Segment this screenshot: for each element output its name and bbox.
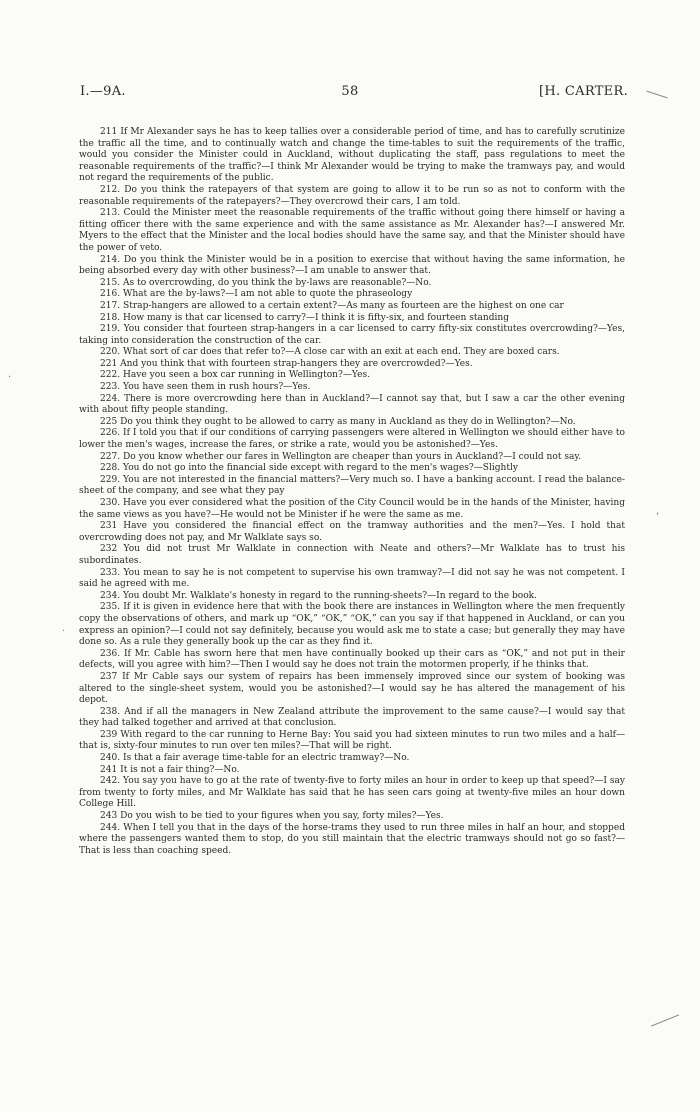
question-answer-paragraph: 218. How many is that car licensed to carry?—I think it is fifty-six, and fourteen standing — [100, 312, 510, 323]
question-answer-paragraph: 233. You mean to say he is not competent to supervise his own tramway?—I did not say he was not competent. I said he agreed with me. — [79, 567, 625, 590]
page-number: 58 — [341, 84, 359, 99]
question-answer-paragraph: 215. As to overcrowding, do you think the by-laws are reasonable?—No. — [100, 277, 432, 288]
question-answer-paragraph: 242. You say you have to go at the rate of twenty-five to forty miles an hour in order to keep up that speed?—I say from twenty to forty miles, and Mr Walklate has said that he has seen cars going at twenty-five miles an hour down College Hill. — [79, 776, 625, 810]
question-answer-paragraph: 217. Strap-hangers are allowed to a certain extent?—As many as fourteen are the highest on one car — [100, 300, 564, 311]
question-answer-paragraph: 213. Could the Minister meet the reasonable requirements of the traffic without going there himself or having a fitting officer there with the same experience and with the same assistance as Mr. Alexander has?—I answered Mr. Myers to the effect that the Minister and the local bodies should have the same say, and that the Minister should have the power of veto. — [79, 208, 625, 253]
witness-name: [H. CARTER. — [539, 84, 628, 99]
evidence-text — [79, 127, 625, 857]
margin-mark-top — [646, 91, 667, 99]
question-answer-paragraph: 220. What sort of car does that refer to?—A close car with an exit at each end. They are boxed cars. — [100, 347, 560, 358]
question-answer-paragraph: 237 If Mr Cable says our system of repairs has been immensely improved since our system of booking was altered to the single-sheet system, would you be astonished?—I would say he has altered the management of his depot. — [79, 671, 625, 706]
question-answer-paragraph: 241 It is not a fair thing?—No. — [100, 764, 240, 775]
question-answer-paragraph: 211 If Mr Alexander says he has to keep tallies over a considerable period of time, and has to carefully scrutinize the traffic all the time, and to continually watch and change the time-tables to suit the requirements of the traffic, would you consider the Minister could in Auckland, without duplicating the staff, pass regulations to meet the reasonable requirements of the traffic?—I think Mr Alexander would be trying to make the tramways pay, and would not regard the requirements of the public. — [79, 127, 625, 184]
margin-mark-bottom-right — [651, 1014, 679, 1026]
question-answer-paragraph: 212. Do you think the ratepayers of that system are going to allow it to be run so as not to conform with the reasonable requirements of the ratepayers?—They overcrowd their cars, I am told. — [79, 184, 625, 207]
question-answer-paragraph: 232 You did not trust Mr Walklate in connection with Neate and others?—Mr Walklate has to trust his subordinates. — [79, 544, 625, 566]
question-answer-paragraph: 216. What are the by-laws?—I am not able to quote the phraseology — [100, 289, 413, 300]
margin-mark-left: · — [8, 372, 12, 383]
margin-mark-right: , — [656, 506, 660, 517]
question-answer-paragraph: 235. If it is given in evidence here that with the book there are instances in Wellington where the men frequently copy the observations of others, and mark up “OK,” “OK,” “OK,” can you say if that happened in Auckland, or can you express an opinion?—I could not say definitely, because you would ask me to state a case; but generally they may have done so. As a rule they generally book up the car as they find it. — [79, 602, 625, 648]
question-answer-paragraph: 229. You are not interested in the financial matters?—Very much so. I have a banking account. I read the balance-sheet of the company, and see what they pay — [79, 474, 625, 497]
question-answer-paragraph: 214. Do you think the Minister would be in a position to exercise that without having the same information, he being absorbed every day with other business?—I am unable to answer that. — [79, 254, 625, 277]
question-answer-paragraph: 225 Do you think they ought to be allowed to carry as many in Auckland as they do in Wellington?—No. — [100, 416, 576, 427]
question-answer-paragraph: 244. When I tell you that in the days of the horse-trams they used to run three miles in half an hour, and stopped where the passengers wanted them to stop, do you still maintain that the electric tramways should not go so fast?—That is less than coaching speed. — [79, 822, 625, 856]
question-answer-paragraph: 238. And if all the managers in New Zealand attribute the improvement to the same cause?—I would say that they had talked together and arrived at that conclusion. — [79, 706, 625, 729]
question-answer-paragraph: 227. Do you know whether our fares in Wellington are cheaper than yours in Auckland?—I could not say. — [100, 451, 582, 462]
question-answer-paragraph: 234. You doubt Mr. Walklate's honesty in regard to the running-sheets?—In regard to the book. — [100, 590, 537, 601]
question-answer-paragraph: 243 Do you wish to be tied to your figures when you say, forty miles?—Yes. — [100, 811, 444, 822]
question-answer-paragraph: 239 With regard to the car running to Herne Bay: You said you had sixteen minutes to run two miles and a half—that is, sixty-four minutes to run over ten miles?—That will be right. — [79, 729, 625, 752]
question-answer-paragraph: 221 And you think that with fourteen strap-hangers they are overcrowded?—Yes. — [100, 358, 473, 369]
page-header — [80, 84, 628, 102]
question-answer-paragraph: 223. You have seen them in rush hours?—Yes. — [100, 382, 311, 393]
question-answer-paragraph: 219. You consider that fourteen strap-hangers in a car licensed to carry fifty-six constitutes overcrowding?—Yes, taking into consideration the construction of the car. — [79, 324, 625, 346]
question-answer-paragraph: 240. Is that a fair average time-table for an electric tramway?—No. — [100, 753, 410, 764]
question-answer-paragraph: 230. Have you ever considered what the position of the City Council would be in the hands of the Minister, having the same views as you have?—He would not be Minister if he were the same as me. — [79, 498, 625, 520]
question-answer-paragraph: 222. Have you seen a box car running in Wellington?—Yes. — [100, 370, 370, 381]
question-answer-paragraph: 236. If Mr. Cable has sworn here that men have continually booked up their cars as “OK,” and not put in their defects, will you agree with him?—Then I would say he does not train the motormen properly, if he thinks that. — [79, 648, 625, 671]
margin-mark-left-lower: · — [62, 626, 66, 637]
question-answer-paragraph: 224. There is more overcrowding here than in Auckland?—I cannot say that, but I saw a car the other evening with about fifty people standing. — [79, 393, 625, 416]
question-answer-paragraph: 226. If I told you that if our conditions of carrying passengers were altered in Wellington we should either have to lower the men's wages, increase the fares, or strike a rate, would you be astonished?—Yes. — [79, 428, 625, 451]
question-answer-paragraph: 228. You do not go into the financial side except with regard to the men's wages?—Slightly — [100, 463, 518, 474]
question-answer-paragraph: 231 Have you considered the financial effect on the tramway authorities and the men?—Yes. I hold that overcrowding does not pay, and Mr Walklate says so. — [79, 521, 625, 543]
document-reference: I.—9A. — [80, 84, 126, 99]
